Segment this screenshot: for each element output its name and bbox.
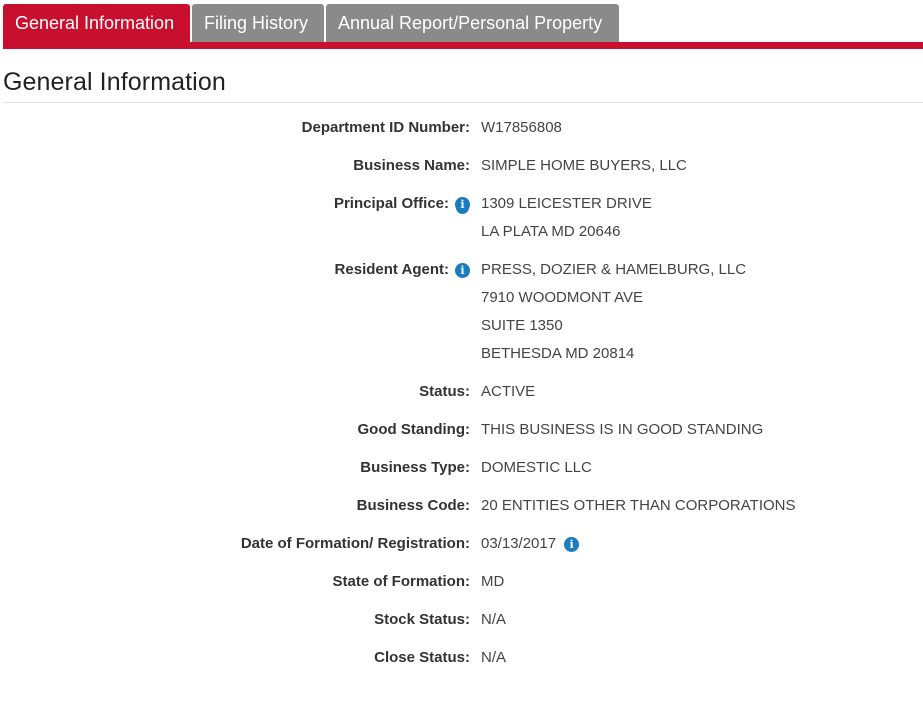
row-department-id [0, 114, 923, 152]
row-business-name [0, 152, 923, 190]
stock-status-label: Stock Status: [374, 611, 470, 628]
tab-underline [3, 42, 923, 49]
good-standing-value: THIS BUSINESS IS IN GOOD STANDING [481, 421, 764, 438]
resident-agent-line: PRESS, DOZIER & HAMELBURG, LLC [481, 261, 747, 278]
resident-agent-value [481, 256, 746, 368]
business-type-label: Business Type: [360, 459, 470, 476]
status-label: Status: [419, 383, 470, 400]
row-business-type [0, 454, 923, 492]
business-code-label: Business Code: [356, 497, 470, 514]
principal-office-value [481, 190, 652, 246]
close-status-label: Close Status: [374, 649, 470, 666]
tab-filing-history[interactable]: Filing History [192, 4, 324, 42]
row-state-of-formation [0, 568, 923, 606]
page-title: General Information [3, 68, 226, 96]
principal-office-line: LA PLATA MD 20646 [481, 223, 621, 240]
resident-agent-line: 7910 WOODMONT AVE [481, 289, 643, 306]
stock-status-value: N/A [481, 611, 507, 628]
row-good-standing [0, 416, 923, 454]
row-date-of-formation [0, 530, 923, 568]
row-close-status [0, 644, 923, 682]
department-id-value: W17856808 [481, 119, 562, 136]
status-value: ACTIVE [481, 383, 536, 400]
date-of-formation-value: 03/13/2017 i [481, 530, 579, 558]
tab-general-information[interactable]: General Information [3, 4, 190, 42]
principal-office-info-icon[interactable]: i [455, 197, 470, 212]
row-resident-agent [0, 256, 923, 378]
state-of-formation-label: State of Formation: [332, 573, 470, 590]
general-information-list [0, 114, 923, 682]
close-status-value: N/A [481, 649, 507, 666]
principal-office-line: 1309 LEICESTER DRIVE [481, 195, 652, 212]
row-principal-office [0, 190, 923, 256]
row-stock-status [0, 606, 923, 644]
resident-agent-label: Resident Agent: i [335, 256, 470, 284]
row-status [0, 378, 923, 416]
title-divider [3, 102, 923, 103]
tab-list [3, 4, 619, 42]
tab-bar [0, 0, 923, 49]
principal-office-label: Principal Office: i [334, 190, 470, 218]
date-of-formation-label: Date of Formation/ Registration: [240, 535, 470, 552]
state-of-formation-value: MD [481, 573, 505, 590]
tab-annual-report-personal-property[interactable]: Annual Report/Personal Property [326, 4, 619, 42]
row-business-code [0, 492, 923, 530]
business-name-value: SIMPLE HOME BUYERS, LLC [481, 157, 687, 174]
business-code-value: 20 ENTITIES OTHER THAN CORPORATIONS [481, 497, 796, 514]
business-name-label: Business Name: [353, 157, 470, 174]
resident-agent-line: SUITE 1350 [481, 317, 563, 334]
date-of-formation-info-icon[interactable]: i [564, 537, 579, 552]
business-type-value: DOMESTIC LLC [481, 459, 592, 476]
department-id-label: Department ID Number: [301, 119, 470, 136]
resident-agent-line: BETHESDA MD 20814 [481, 345, 635, 362]
resident-agent-info-icon[interactable]: i [455, 263, 470, 278]
good-standing-label: Good Standing: [357, 421, 470, 438]
